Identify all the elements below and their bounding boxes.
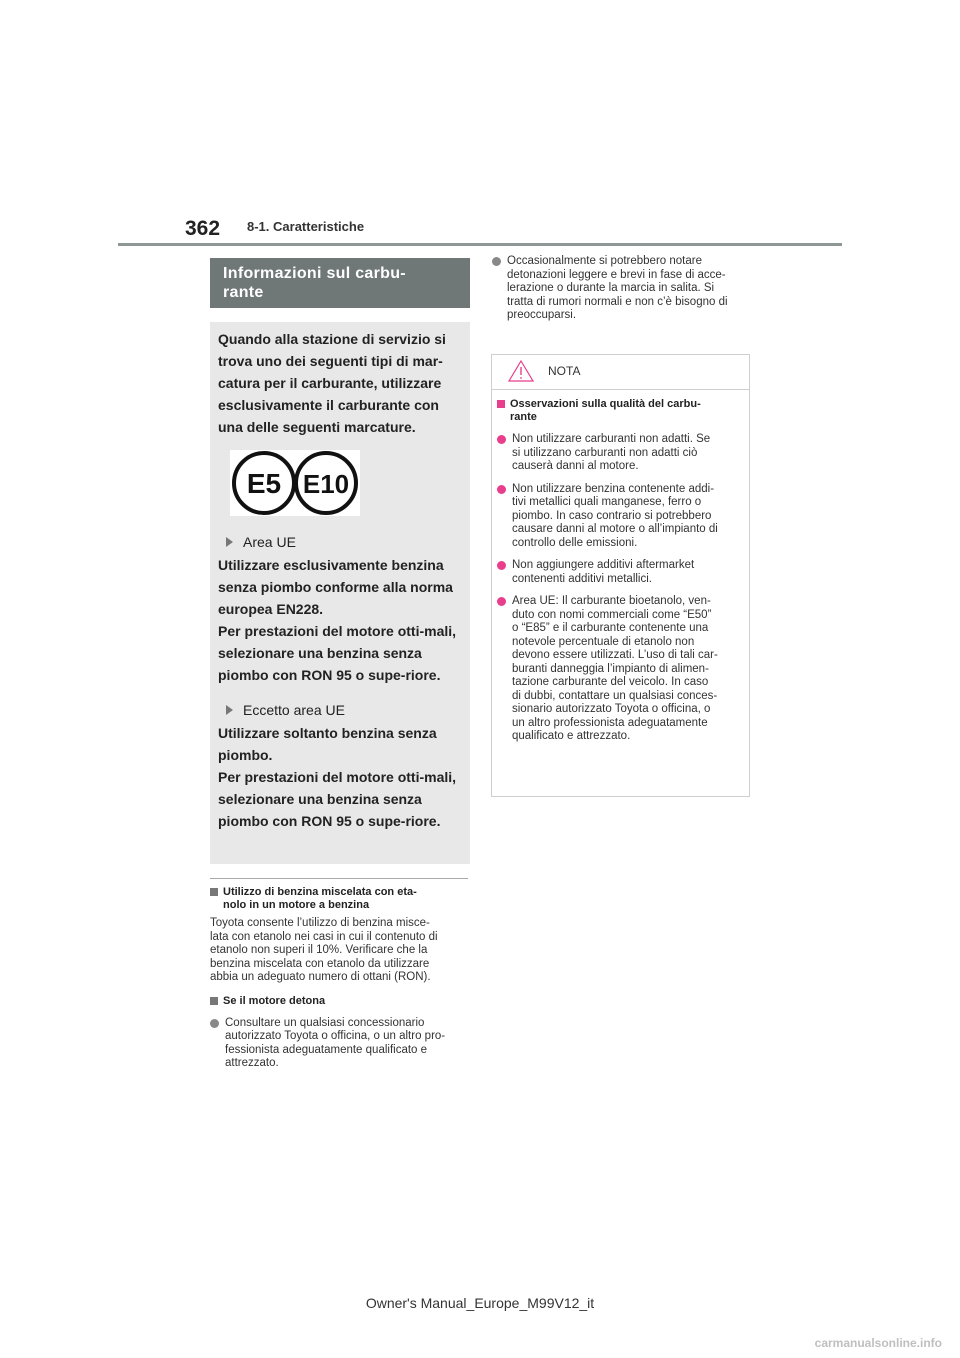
square-bullet-icon	[210, 997, 218, 1005]
fuel-labels-svg	[230, 450, 360, 516]
circle-bullet-icon	[497, 435, 506, 444]
square-bullet-icon	[497, 400, 505, 408]
non-eu-area-label: Eccetto area UE	[226, 702, 462, 718]
nota-item: Non utilizzare carburanti non adatti. Se si utilizzano carburanti non adatti ciò causerà danni al motore.	[497, 433, 741, 474]
fuel-labels-image	[230, 450, 360, 516]
circle-bullet-icon	[497, 485, 506, 494]
detonation-bullet: Occasionalmente si potrebbero notare detonazioni leggere e brevi in fase di acce- lerazione o durante la marcia in salita. Si tratta di rumori normali e non c’è bisogno di preoccuparsi.	[492, 255, 752, 323]
nota-box	[491, 354, 750, 797]
divider	[210, 878, 468, 879]
circle-bullet-icon	[210, 1019, 219, 1028]
nota-item: Non aggiungere additivi aftermarket contenenti additivi metallici.	[497, 559, 741, 586]
circle-bullet-icon	[492, 257, 501, 266]
footer-manual-name: Owner's Manual_Europe_M99V12_it	[365, 1295, 595, 1311]
knock-bullet: Consultare un qualsiasi concessionario autorizzato Toyota o officina, o un altro pro- fessionista adeguatamente qualificato e attrezzato.	[210, 1017, 472, 1071]
watermark: carmanualsonline.info	[814, 1336, 942, 1350]
eu-area-text: Utilizzare esclusivamente benzina senza piombo conforme alla norma europea EN228. Per prestazioni del motore otti-mali, selezionare una benzina senza piombo con RON 95 o supe-riore.	[218, 557, 457, 683]
e5-label-text: E5	[246, 468, 282, 499]
left-lower-column	[210, 878, 472, 1071]
warning-triangle-icon	[508, 360, 534, 382]
nota-item: Area UE: Il carburante bioetanolo, ven- duto con nomi commerciali come “E50” o “E85” e il carburante contenente una notevole percentuale di etanolo non devono essere utilizzati. L’uso di tali car- buranti danneggia l’impianto di alimen- tazione carburante del veicolo. In caso di dubbi, contattare un qualsiasi conces- sionario autorizzato Toyota o officina, o un altro professionista adeguatamente qualificato e attrezzato.	[497, 595, 741, 744]
ethanol-heading: Utilizzo di benzina miscelata con eta- nolo in un motore a benzina	[210, 886, 472, 912]
nota-heading: Osservazioni sulla qualità del carbu- rante	[497, 398, 741, 424]
circle-bullet-icon	[497, 561, 506, 570]
ethanol-text: Toyota consente l’utilizzo di benzina misce- lata con etanolo nei casi in cui il contenuto di etanolo non superi il 10%. Verificare che la benzina miscelata con etanolo da utilizzare abbia un adeguato numero di ottani (RON).	[210, 917, 438, 983]
nota-label: NOTA	[548, 364, 581, 378]
circle-bullet-icon	[497, 597, 506, 606]
header-rule	[118, 243, 842, 246]
nota-body	[492, 390, 749, 744]
knock-heading: Se il motore detona	[210, 995, 472, 1008]
info-intro: Quando alla stazione di servizio si trova uno dei seguenti tipi di mar-catura per il carburante, utilizzare esclusivamente il carburante con una delle seguenti marcature.	[218, 331, 446, 435]
square-bullet-icon	[210, 888, 218, 896]
info-box	[210, 322, 470, 864]
triangle-bullet-icon	[226, 705, 233, 715]
eu-area-label: Area UE	[226, 534, 462, 550]
page-number: 362	[185, 217, 221, 240]
section-title: 8-1. Caratteristiche	[247, 219, 365, 234]
nota-item: Non utilizzare benzina contenente addi- tivi metallici quali manganese, ferro o piombo. In caso contrario si potrebbero causare danni al motore o all’impianto di controllo delle emissioni.	[497, 483, 741, 551]
triangle-bullet-icon	[226, 537, 233, 547]
e10-label-text: E10	[302, 469, 350, 499]
right-top-column	[492, 255, 752, 323]
non-eu-area-text: Utilizzare soltanto benzina senza piombo. Per prestazioni del motore otti-mali, selezionare una benzina senza piombo con RON 95 o supe-riore.	[218, 725, 457, 829]
nota-header	[492, 355, 749, 387]
info-section-title: Informazioni sul carbu- rante	[210, 258, 470, 308]
